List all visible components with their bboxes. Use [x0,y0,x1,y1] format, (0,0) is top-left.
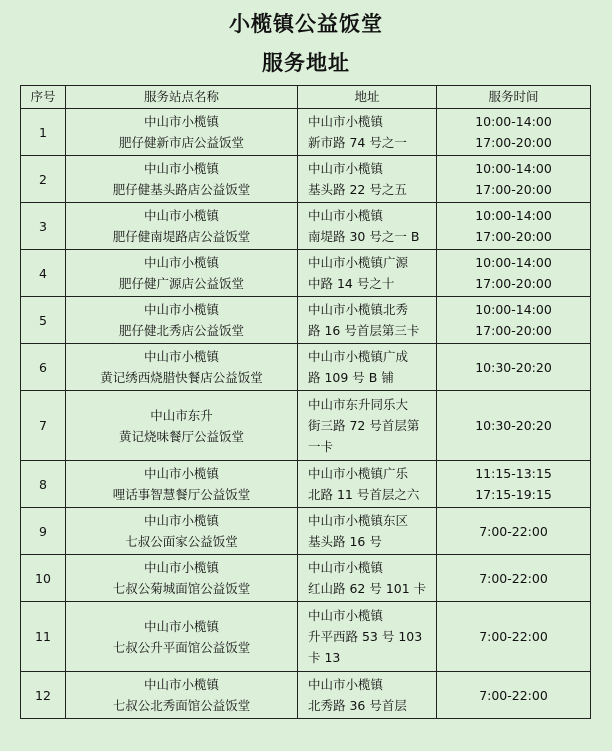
cell-no: 1 [21,109,66,156]
table-row [21,461,591,508]
cell-time: 7:00-22:00 [437,602,591,672]
cell-time: 7:00-22:00 [437,672,591,719]
cell-name: 中山市小榄镇 七叔公菊城面馆公益饭堂 [66,555,298,602]
cell-address: 中山市小榄镇 红山路 62 号 101 卡 [298,555,437,602]
table-row [21,672,591,719]
cell-name: 中山市小榄镇 七叔公升平面馆公益饭堂 [66,602,298,672]
table-row [21,555,591,602]
header-time: 服务时间 [437,86,591,109]
table-row [21,297,591,344]
cell-name: 中山市小榄镇 肥仔健南堤路店公益饭堂 [66,203,298,250]
cell-name: 中山市小榄镇 哩话事智慧餐厅公益饭堂 [66,461,298,508]
cell-no: 5 [21,297,66,344]
header-no: 序号 [21,86,66,109]
cell-no: 6 [21,344,66,391]
cell-time: 10:30-20:20 [437,344,591,391]
cell-no: 11 [21,602,66,672]
table-header-row [21,86,591,109]
cell-address: 中山市小榄镇 北秀路 36 号首层 [298,672,437,719]
header-address: 地址 [298,86,437,109]
table-row [21,156,591,203]
cell-no: 4 [21,250,66,297]
cell-time: 10:30-20:20 [437,391,591,461]
cell-time: 10:00-14:00 17:00-20:00 [437,109,591,156]
cell-name: 中山市小榄镇 七叔公北秀面馆公益饭堂 [66,672,298,719]
cell-name: 中山市小榄镇 七叔公面家公益饭堂 [66,508,298,555]
cell-address: 中山市小榄镇 升平西路 53 号 103 卡 13 [298,602,437,672]
cell-no: 2 [21,156,66,203]
cell-no: 8 [21,461,66,508]
cell-address: 中山市东升同乐大 街三路 72 号首层第 一卡 [298,391,437,461]
cell-no: 10 [21,555,66,602]
cell-name: 中山市小榄镇 肥仔健新市店公益饭堂 [66,109,298,156]
cell-name: 中山市小榄镇 肥仔健基头路店公益饭堂 [66,156,298,203]
cell-name: 中山市小榄镇 肥仔健广源店公益饭堂 [66,250,298,297]
cell-no: 7 [21,391,66,461]
cell-address: 中山市小榄镇 基头路 22 号之五 [298,156,437,203]
table-row [21,344,591,391]
table-row [21,508,591,555]
header-name: 服务站点名称 [66,86,298,109]
cell-time: 10:00-14:00 17:00-20:00 [437,250,591,297]
cell-address: 中山市小榄镇北秀 路 16 号首层第三卡 [298,297,437,344]
cell-name: 中山市小榄镇 肥仔健北秀店公益饭堂 [66,297,298,344]
cell-time: 7:00-22:00 [437,508,591,555]
cell-address: 中山市小榄镇 南堤路 30 号之一 B [298,203,437,250]
cell-no: 3 [21,203,66,250]
cell-time: 7:00-22:00 [437,555,591,602]
table-row [21,203,591,250]
page-title: 小榄镇公益饭堂 [229,12,383,36]
cell-name: 中山市小榄镇 黄记绣西烧腊快餐店公益饭堂 [66,344,298,391]
cell-no: 9 [21,508,66,555]
cell-time: 10:00-14:00 17:00-20:00 [437,203,591,250]
cell-name: 中山市东升 黄记烧味餐厅公益饭堂 [66,391,298,461]
cell-address: 中山市小榄镇东区 基头路 16 号 [298,508,437,555]
table-row [21,250,591,297]
cell-address: 中山市小榄镇 新市路 74 号之一 [298,109,437,156]
service-table [20,85,591,719]
cell-address: 中山市小榄镇广源 中路 14 号之十 [298,250,437,297]
cell-time: 11:15-13:15 17:15-19:15 [437,461,591,508]
cell-address: 中山市小榄镇广成 路 109 号 B 铺 [298,344,437,391]
table-row [21,391,591,461]
table-row [21,602,591,672]
cell-no: 12 [21,672,66,719]
cell-address: 中山市小榄镇广乐 北路 11 号首层之六 [298,461,437,508]
cell-time: 10:00-14:00 17:00-20:00 [437,156,591,203]
cell-time: 10:00-14:00 17:00-20:00 [437,297,591,344]
page-subtitle: 服务地址 [262,51,350,75]
table-row [21,109,591,156]
